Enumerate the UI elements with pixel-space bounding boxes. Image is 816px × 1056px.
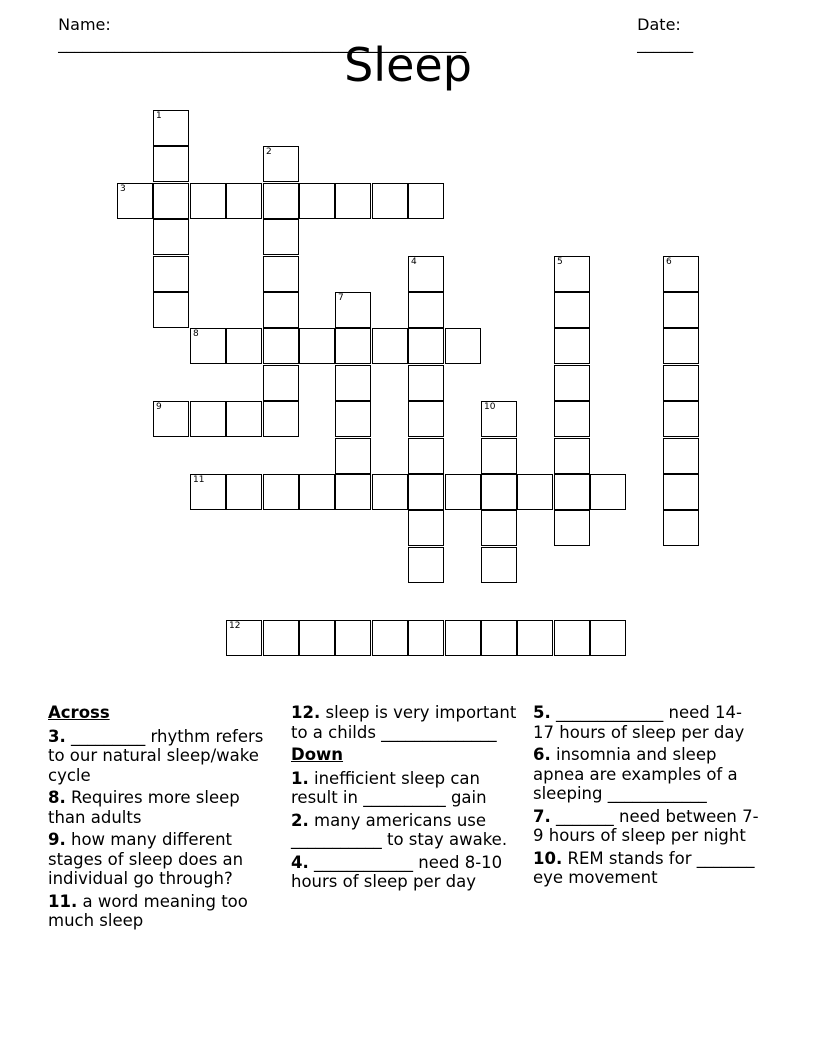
grid-cell[interactable] [554,328,590,364]
name-blank[interactable]: ___________________________________________________ [58,34,467,53]
grid-cell[interactable] [372,474,408,510]
grid-cell[interactable] [408,401,444,437]
grid-cell[interactable] [445,474,481,510]
clue-across-11 [48,892,276,931]
grid-cell[interactable] [263,474,299,510]
grid-cell[interactable] [408,183,444,219]
grid-cell[interactable] [481,620,517,656]
clue-text: a word meaning too much sleep [48,891,248,930]
grid-cell[interactable] [554,365,590,401]
grid-cell[interactable] [263,219,299,255]
clue-text: sleep is very important to a childs ______________ [291,703,517,742]
grid-cell[interactable] [335,474,371,510]
clue-down-2 [291,811,523,850]
grid-cell[interactable] [408,620,444,656]
date-blank[interactable]: _______ [637,34,694,53]
grid-cell[interactable] [153,146,189,182]
grid-cell[interactable] [263,183,299,219]
clue-number: 12. [291,703,321,722]
grid-cell[interactable] [153,219,189,255]
down-heading: Down [291,745,344,764]
grid-cell[interactable] [153,256,189,292]
grid-cell[interactable] [190,183,226,219]
across-heading: Across [48,703,110,722]
clue-text: REM stands for _______ eye movement [533,848,755,887]
grid-cell[interactable] [663,401,699,437]
puzzle-title: Sleep [344,38,472,92]
grid-cell[interactable] [663,256,699,292]
grid-cell[interactable] [663,474,699,510]
date-label: Date: [637,15,681,34]
clues-column-2 [291,703,523,895]
grid-cell[interactable] [226,474,262,510]
grid-cell[interactable] [335,292,371,328]
grid-cell[interactable] [335,183,371,219]
grid-cell[interactable] [663,292,699,328]
grid-cell[interactable] [226,401,262,437]
grid-cell[interactable] [372,620,408,656]
clue-number: 1. [291,768,309,788]
grid-cell[interactable] [481,474,517,510]
grid-cell[interactable] [554,292,590,328]
clue-number: 11. [48,891,78,911]
grid-cell[interactable] [263,256,299,292]
grid-cell[interactable] [263,620,299,656]
grid-cell[interactable] [372,328,408,364]
clue-number: 3. [48,726,66,746]
grid-cell[interactable] [263,292,299,328]
grid-cell[interactable] [335,328,371,364]
name-label: Name: [58,15,111,34]
grid-cell[interactable] [445,328,481,364]
clue-number: 9. [48,830,66,849]
clue-down-1 [291,769,523,808]
grid-cell[interactable] [517,474,553,510]
cell-number: 3 [120,184,126,194]
clue-across-9 [48,830,276,889]
grid-cell[interactable] [408,547,444,583]
grid-cell[interactable] [408,292,444,328]
grid-cell[interactable] [263,146,299,182]
grid-cell[interactable] [663,328,699,364]
cell-number: 4 [411,257,417,267]
grid-cell[interactable] [226,328,262,364]
cell-number: 9 [156,402,162,412]
grid-cell[interactable] [190,474,226,510]
grid-cell[interactable] [481,438,517,474]
grid-cell[interactable] [153,110,189,146]
grid-cell[interactable] [335,620,371,656]
grid-cell[interactable] [153,401,189,437]
grid-cell[interactable] [335,438,371,474]
clue-across-8 [48,788,276,827]
clue-text: inefficient sleep can result in __________ gain [291,768,487,807]
grid-cell[interactable] [554,401,590,437]
grid-cell[interactable] [408,474,444,510]
clue-number: 4. [291,852,309,872]
clues-column-1 [48,703,276,934]
grid-cell[interactable] [372,183,408,219]
grid-cell[interactable] [554,620,590,656]
grid-cell[interactable] [481,510,517,546]
clue-number: 8. [48,788,66,807]
grid-cell[interactable] [153,183,189,219]
cell-number: 7 [338,293,344,303]
cell-number: 2 [266,147,272,157]
grid-cell[interactable] [226,183,262,219]
clue-text: _______ need between 7-9 hours of sleep per night [533,806,759,845]
grid-cell[interactable] [554,438,590,474]
grid-cell[interactable] [590,620,626,656]
clue-down-7 [533,807,761,846]
clue-text: _____________ need 14-17 hours of sleep per day [533,703,745,742]
grid-cell[interactable] [263,401,299,437]
clue-down-4 [291,853,523,892]
grid-cell[interactable] [263,365,299,401]
clue-number: 10. [533,848,563,868]
grid-cell[interactable] [408,510,444,546]
grid-cell[interactable] [299,183,335,219]
clue-text: many americans use ___________ to stay awake. [291,810,508,849]
cell-number: 5 [557,257,563,267]
cell-number: 6 [666,257,672,267]
clue-number: 7. [533,806,551,826]
grid-cell[interactable] [554,510,590,546]
grid-cell[interactable] [663,438,699,474]
grid-cell[interactable] [408,365,444,401]
grid-cell[interactable] [190,328,226,364]
clue-text: Requires more sleep than adults [48,788,240,827]
clues-column-3 [533,703,761,891]
grid-cell[interactable] [299,474,335,510]
cell-number: 10 [484,402,496,412]
clue-across-12 [291,703,523,742]
grid-cell[interactable] [408,438,444,474]
grid-cell[interactable] [554,474,590,510]
grid-cell[interactable] [335,365,371,401]
grid-cell[interactable] [408,328,444,364]
clue-across-3 [48,727,276,786]
clue-down-5 [533,703,761,742]
clue-text: _________ rhythm refers to our natural sleep/wake cycle [48,726,264,785]
grid-cell[interactable] [299,328,335,364]
clue-number: 2. [291,810,309,830]
grid-cell[interactable] [481,547,517,583]
clue-text: insomnia and sleep apnea are examples of a sleeping ____________ [533,745,738,803]
clue-text: ____________ need 8-10 hours of sleep per day [291,852,503,891]
grid-cell[interactable] [408,256,444,292]
grid-cell[interactable] [663,365,699,401]
clue-number: 5. [533,703,551,722]
cell-number: 8 [193,329,199,339]
grid-cell[interactable] [554,256,590,292]
grid-cell[interactable] [335,401,371,437]
grid-cell[interactable] [517,620,553,656]
grid-cell[interactable] [117,183,153,219]
grid-cell[interactable] [481,401,517,437]
grid-cell[interactable] [190,401,226,437]
cell-number: 11 [193,475,205,485]
cell-number: 1 [156,111,162,121]
grid-cell[interactable] [263,328,299,364]
clue-number: 6. [533,745,551,764]
grid-cell[interactable] [299,620,335,656]
clue-down-10 [533,849,761,888]
grid-cell[interactable] [153,292,189,328]
grid-cell[interactable] [590,474,626,510]
grid-cell[interactable] [226,620,262,656]
grid-cell[interactable] [663,510,699,546]
clue-text: how many different stages of sleep does an individual go through? [48,830,244,888]
cell-number: 12 [229,621,241,631]
grid-cell[interactable] [445,620,481,656]
clue-down-6 [533,745,761,804]
